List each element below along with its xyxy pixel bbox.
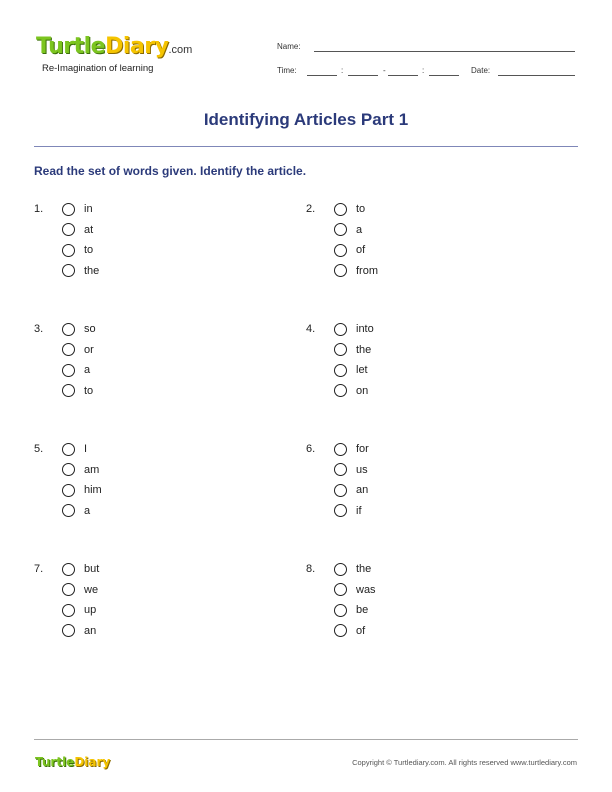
footer-divider <box>34 739 578 740</box>
radio-circle-icon[interactable] <box>334 364 347 377</box>
time-start-hour-field[interactable] <box>307 75 337 76</box>
logo-diary-text: Diary <box>105 34 169 59</box>
option-label: a <box>356 223 363 236</box>
question-number: 8. <box>306 563 316 575</box>
option-label: for <box>356 443 369 455</box>
logo-wordmark <box>36 35 192 62</box>
footer-logo-turtle-text: Turtle <box>35 755 75 769</box>
time-separator: : <box>341 66 344 75</box>
option[interactable] <box>62 341 94 359</box>
option[interactable] <box>62 601 96 619</box>
time-end-hour-field[interactable] <box>388 75 418 76</box>
radio-circle-icon[interactable] <box>334 343 347 356</box>
option[interactable] <box>334 581 376 599</box>
radio-circle-icon[interactable] <box>62 244 75 257</box>
radio-circle-icon[interactable] <box>62 264 75 277</box>
logo-turtle-text: Turtle <box>36 34 106 59</box>
radio-circle-icon[interactable] <box>334 203 347 216</box>
option-label: I <box>84 443 88 455</box>
radio-circle-icon[interactable] <box>62 563 75 576</box>
date-label: Date: <box>471 66 491 75</box>
option[interactable] <box>334 361 368 379</box>
option[interactable] <box>334 502 362 520</box>
option-label: to <box>84 244 94 256</box>
question-number: 7. <box>34 563 44 575</box>
radio-circle-icon[interactable] <box>62 203 75 216</box>
question-number: 6. <box>306 443 316 455</box>
option[interactable] <box>62 560 99 578</box>
option-label: of <box>356 244 366 256</box>
option[interactable] <box>62 262 99 280</box>
option[interactable] <box>62 200 93 218</box>
option[interactable] <box>62 461 99 479</box>
option-label: to <box>84 384 94 397</box>
radio-circle-icon[interactable] <box>62 463 75 476</box>
option[interactable] <box>334 221 362 239</box>
radio-circle-icon[interactable] <box>334 443 347 456</box>
page-title: Identifying Articles Part 1 <box>203 110 409 129</box>
name-field[interactable] <box>314 51 575 52</box>
option-label: was <box>356 583 376 596</box>
time-separator: : <box>422 66 425 75</box>
radio-circle-icon[interactable] <box>334 604 347 617</box>
radio-circle-icon[interactable] <box>334 323 347 336</box>
option[interactable] <box>334 601 368 619</box>
time-end-minute-field[interactable] <box>429 75 459 76</box>
radio-circle-icon[interactable] <box>334 264 347 277</box>
instructions: Read the set of words given. Identify the article. <box>34 164 307 178</box>
radio-circle-icon[interactable] <box>62 384 75 397</box>
logo-com-text: .com <box>168 44 193 56</box>
question-number: 2. <box>306 203 316 215</box>
radio-circle-icon[interactable] <box>62 624 75 637</box>
radio-circle-icon[interactable] <box>62 223 75 236</box>
option-label: a <box>84 504 91 517</box>
option-label: to <box>356 203 366 215</box>
option[interactable] <box>334 560 371 578</box>
option-label: if <box>356 504 362 517</box>
option-label: a <box>84 364 91 376</box>
option[interactable] <box>62 241 93 259</box>
radio-circle-icon[interactable] <box>62 443 75 456</box>
radio-circle-icon[interactable] <box>334 223 347 236</box>
option-label: an <box>356 484 369 496</box>
option-label: let <box>356 364 368 376</box>
option-label: him <box>84 484 102 496</box>
option-label: of <box>356 624 366 637</box>
radio-circle-icon[interactable] <box>334 504 347 517</box>
option[interactable] <box>62 320 96 338</box>
option[interactable] <box>62 622 96 640</box>
question-number: 4. <box>306 323 316 335</box>
option-label: us <box>356 463 368 476</box>
date-field[interactable] <box>498 75 575 76</box>
option[interactable] <box>334 341 371 359</box>
option[interactable] <box>62 502 90 520</box>
radio-circle-icon[interactable] <box>62 484 75 497</box>
option-label: in <box>84 203 93 215</box>
radio-circle-icon[interactable] <box>334 463 347 476</box>
question-number: 1. <box>34 203 44 215</box>
option-label: we <box>84 583 99 596</box>
option[interactable] <box>334 440 369 458</box>
option[interactable] <box>334 262 378 280</box>
option[interactable] <box>62 481 102 499</box>
radio-circle-icon[interactable] <box>62 583 75 596</box>
option-label: at <box>84 223 94 236</box>
radio-circle-icon[interactable] <box>334 384 347 397</box>
footer-logo <box>35 755 110 769</box>
option[interactable] <box>334 461 368 479</box>
option[interactable] <box>334 481 368 499</box>
radio-circle-icon[interactable] <box>334 244 347 257</box>
option[interactable] <box>62 440 87 458</box>
option[interactable] <box>334 241 365 259</box>
option-label: up <box>84 604 97 616</box>
option[interactable] <box>334 382 368 400</box>
option-label: but <box>84 563 100 575</box>
option-label: the <box>356 563 372 575</box>
option-label: on <box>356 384 369 397</box>
logo-tagline: Re-Imagination of learning <box>42 63 154 74</box>
radio-circle-icon[interactable] <box>334 563 347 576</box>
radio-circle-icon[interactable] <box>62 323 75 336</box>
radio-circle-icon[interactable] <box>62 504 75 517</box>
option[interactable] <box>62 221 93 239</box>
option-label: so <box>84 323 96 335</box>
option-label: into <box>356 323 374 335</box>
turtlediary-logo <box>36 35 192 74</box>
radio-circle-icon[interactable] <box>334 484 347 497</box>
option-label: the <box>356 343 372 356</box>
option[interactable] <box>334 200 365 218</box>
question-number: 3. <box>34 323 44 335</box>
option-label: or <box>84 343 94 356</box>
option-label: be <box>356 604 369 616</box>
time-range-separator: - <box>383 66 386 75</box>
option-label: from <box>356 264 378 277</box>
option[interactable] <box>62 361 90 379</box>
radio-circle-icon[interactable] <box>62 343 75 356</box>
copyright-text: Copyright © Turtlediary.com. All rights reserved www.turtlediary.com <box>352 758 577 767</box>
option-label: an <box>84 624 97 637</box>
title-divider <box>34 146 578 147</box>
radio-circle-icon[interactable] <box>334 583 347 596</box>
time-start-minute-field[interactable] <box>348 75 378 76</box>
option[interactable] <box>62 382 93 400</box>
option[interactable] <box>334 622 365 640</box>
option-label: am <box>84 463 100 476</box>
question-number: 5. <box>34 443 44 455</box>
option[interactable] <box>62 581 98 599</box>
option[interactable] <box>334 320 374 338</box>
footer-logo-diary-text: Diary <box>74 755 111 769</box>
name-label: Name: <box>277 42 301 51</box>
time-label: Time: <box>277 66 297 75</box>
radio-circle-icon[interactable] <box>334 624 347 637</box>
option-label: the <box>84 264 100 277</box>
radio-circle-icon[interactable] <box>62 604 75 617</box>
radio-circle-icon[interactable] <box>62 364 75 377</box>
